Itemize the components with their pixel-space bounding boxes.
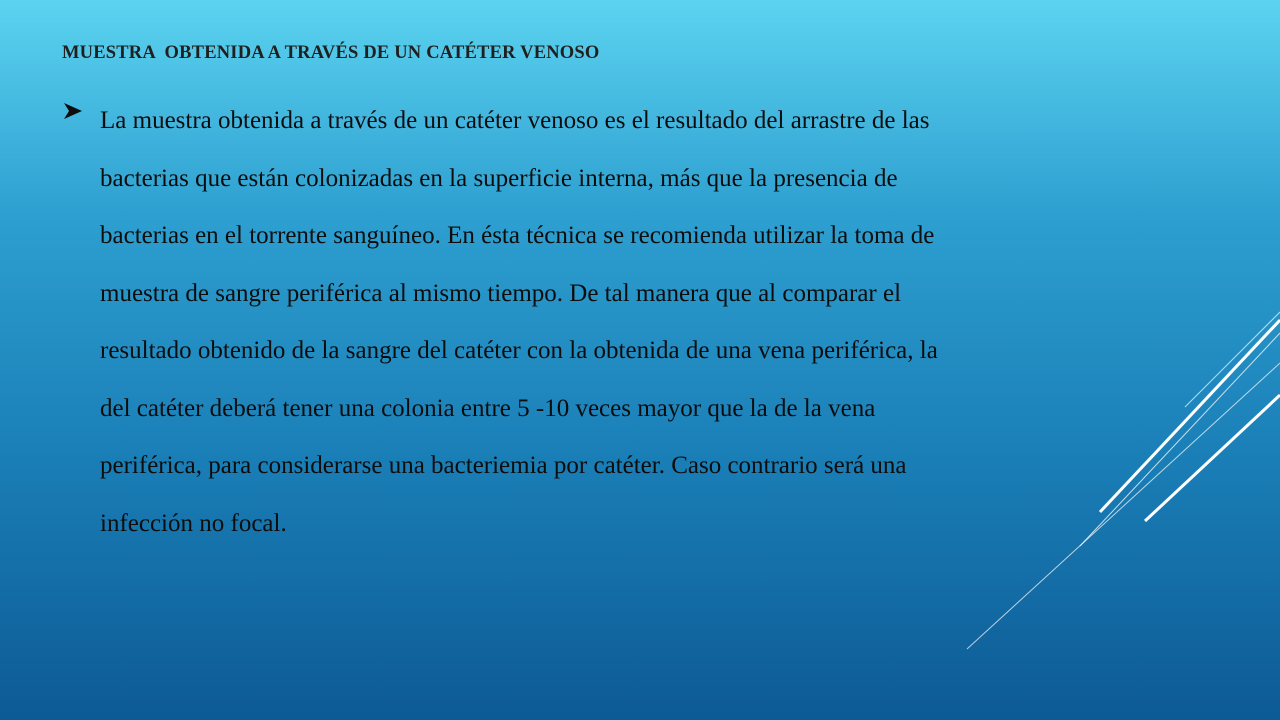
bullet-paragraph [62, 92, 1182, 552]
paragraph-line: periférica, para considerarse una bacteriemia por catéter. Caso contrario será una [100, 452, 907, 479]
paragraph-line: resultado obtenido de la sangre del catéter con la obtenida de una vena periférica, la [100, 337, 938, 364]
paragraph-line: muestra de sangre periférica al mismo tiempo. De tal manera que al comparar el [100, 279, 902, 307]
paragraph-line: infección no focal. [100, 509, 287, 537]
paragraph-line: La muestra obtenida a través de un catéter venoso es el resultado del arrastre de las [100, 107, 930, 134]
paragraph-line: bacterias que están colonizadas en la superficie interna, más que la presencia de [100, 164, 898, 192]
slide-title: MUESTRA OBTENIDA A TRAVÉS DE UN CATÉTER VENOSO [62, 43, 600, 63]
paragraph-line: bacterias en el torrente sanguíneo. En ésta técnica se recomienda utilizar la toma de [100, 222, 935, 249]
bullet-item [62, 92, 1182, 552]
paragraph-line: del catéter deberá tener una colonia entre 5 -10 veces mayor que la de la vena [100, 394, 876, 422]
arrow-bullet-icon [62, 101, 84, 126]
